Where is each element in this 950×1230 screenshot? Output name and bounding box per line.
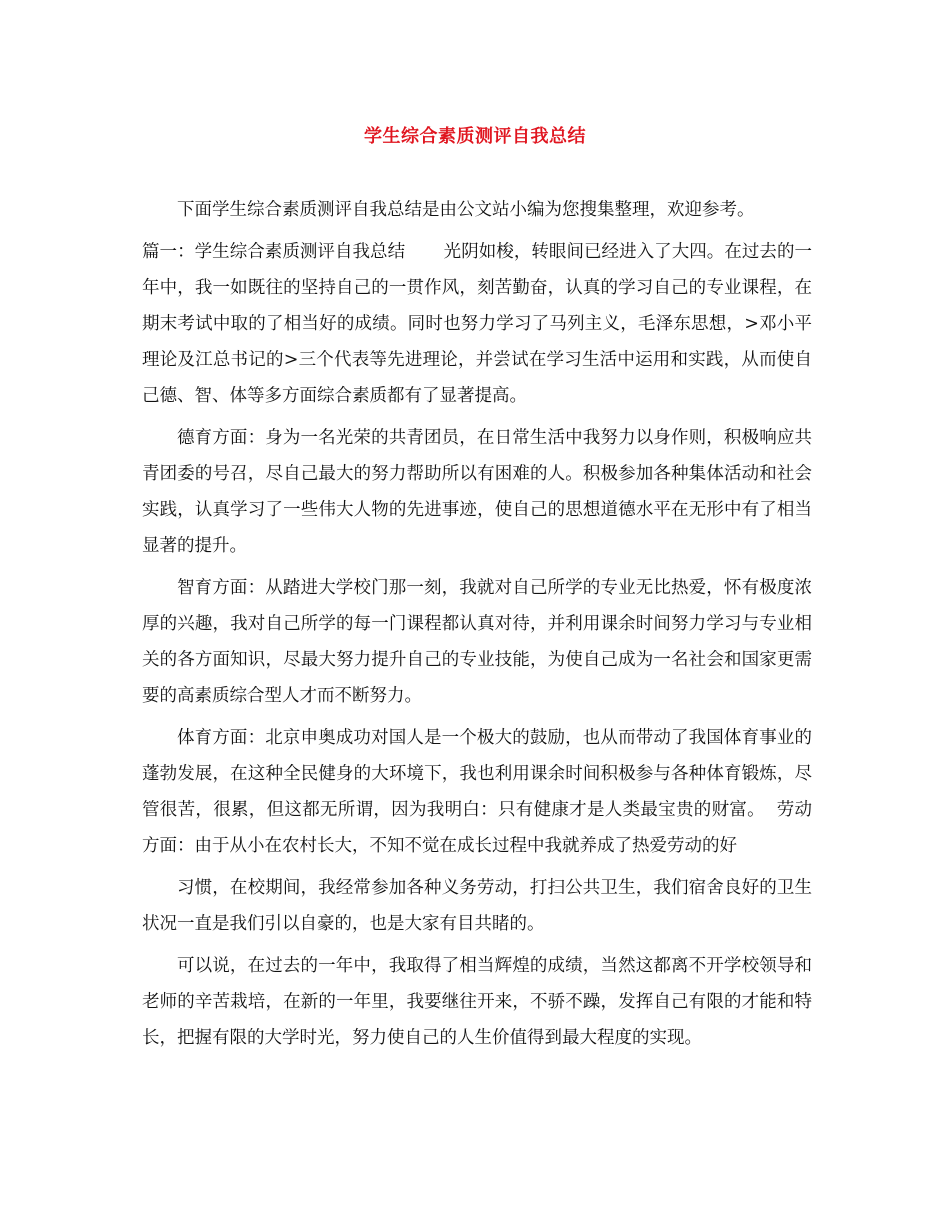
chapter-paragraph [142, 234, 812, 414]
document-title: 学生综合素质测评自我总结 [364, 126, 586, 147]
intro-paragraph: 下面学生综合素质测评自我总结是由公文站小编为您搜集整理，欢迎参考。 [177, 200, 755, 220]
document-body [142, 192, 812, 1062]
chapter-opening-text: 光阴如梭，转眼间已经进入了大四。在过去的一年中，我一如既往的坚持自己的一贯作风，刻苦勤奋，认真的学习自己的专业课程，在期末考试中取的了相当好的成绩。同时也努力学习了马列主义，毛泽东思想，>邓小平理论及江总书记的>三个代表等先进理论，并尝试在学习生活中运用和实践，从而使自己德、智、体等多方面综合素质都有了显著提高。 [142, 242, 812, 406]
labor-continuation-paragraph: 习惯，在校期间，我经常参加各种义务劳动，打扫公共卫生，我们宿舍良好的卫生状况一直是我们引以自豪的，也是大家有目共睹的。 [142, 878, 812, 934]
physical-paragraph [142, 720, 812, 864]
conclusion-paragraph: 可以说，在过去的一年中，我取得了相当辉煌的成绩，当然这都离不开学校领导和老师的辛苦栽培，在新的一年里，我要继往开来，不骄不躁，发挥自己有限的才能和特长，把握有限的大学时光，努力使自己的人生价值得到最大程度的实现。 [142, 956, 812, 1048]
physical-text: 体育方面：北京申奥成功对国人是一个极大的鼓励，也从而带动了我国体育事业的蓬勃发展，在这种全民健身的大环境下，我也利用课余时间积极参与各种体育锻炼，尽管很苦，很累，但这都无所谓，因为我明白：只有健康才是人类最宝贵的财富。 [142, 728, 812, 820]
chapter-heading: 篇一：学生综合素质测评自我总结 [142, 242, 406, 262]
intellect-paragraph: 智育方面：从踏进大学校门那一刻，我就对自己所学的专业无比热爱，怀有极度浓厚的兴趣，我对自己所学的每一门课程都认真对待，并利用课余时间努力学习与专业相关的各方面知识，尽最大努力提升自己的专业技能，为使自己成为一名社会和国家更需要的高素质综合型人才而不断努力。 [142, 578, 812, 706]
labor-start-text: 劳动方面：由于从小在农村长大，不知不觉在成长过程中我就养成了热爱劳动的好 [142, 800, 813, 856]
moral-paragraph: 德育方面：身为一名光荣的共青团员，在日常生活中我努力以身作则，积极响应共青团委的号召，尽自己最大的努力帮助所以有困难的人。积极参加各种集体活动和社会实践，认真学习了一些伟大人物的先进事迹，使自己的思想道德水平在无形中有了相当显著的提升。 [142, 428, 812, 556]
